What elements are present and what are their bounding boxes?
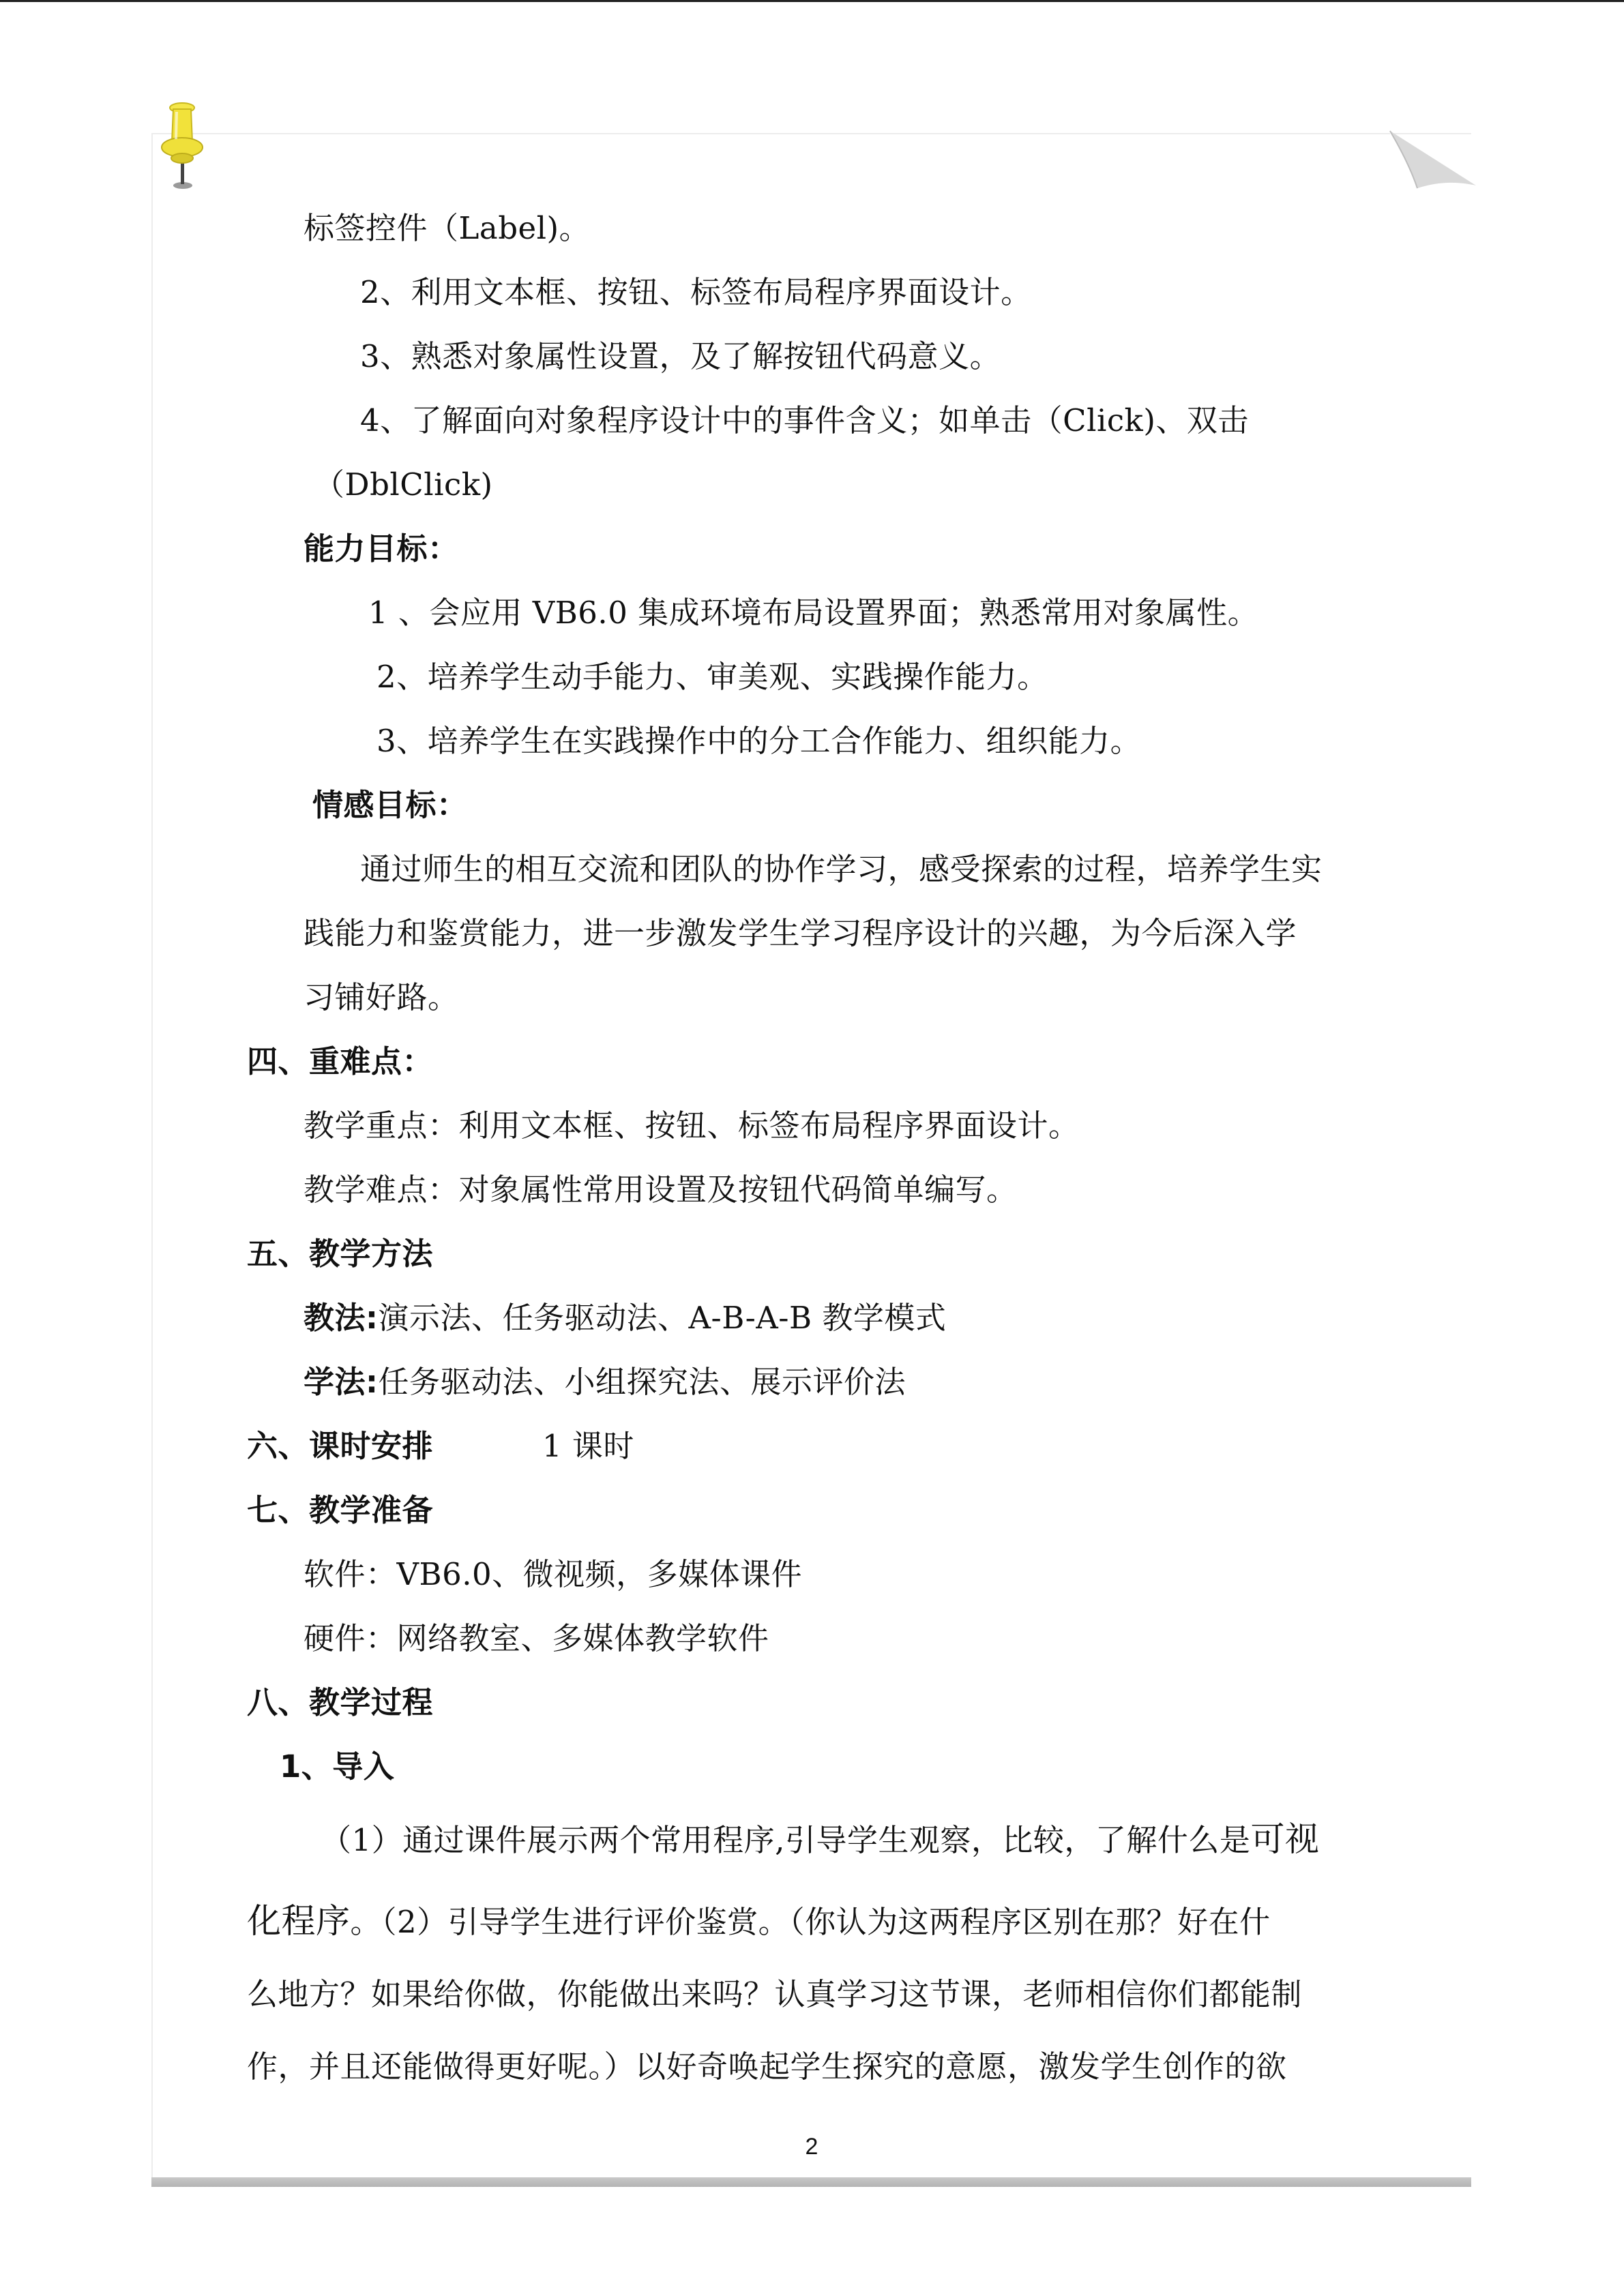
text-line: 硬件：网络教室、多媒体教学软件 — [304, 1620, 769, 1656]
text-line: 作，并且还能做得更好呢。）以好奇唤起学生探究的意愿，激发学生创作的欲 — [247, 2048, 1287, 2085]
text-line: 2、利用文本框、按钮、标签布局程序界面设计。 — [360, 274, 1032, 310]
page-bottom-shadow — [151, 2177, 1471, 2187]
schedule-value: 1 课时 — [542, 1428, 634, 1464]
text-line: 3、熟悉对象属性设置，及了解按钮代码意义。 — [360, 338, 1001, 374]
text-line — [321, 1819, 1319, 1861]
section-heading-emotion: 情感目标： — [312, 787, 468, 823]
text-segment: 可视 — [1250, 1819, 1320, 1859]
text-line: 2、培养学生动手能力、审美观、实践操作能力。 — [377, 659, 1048, 695]
text-line — [247, 1900, 1271, 1943]
text-segment: 化程序 — [247, 1901, 351, 1941]
section-heading-schedule: 六、课时安排 — [247, 1428, 434, 1464]
text-line: 4、了解面向对象程序设计中的事件含义；如单击（Click)、双击 — [360, 402, 1249, 438]
section-heading-process: 八、教学过程 — [247, 1684, 434, 1720]
page-number: 2 — [805, 2134, 818, 2160]
page-curl-icon — [1389, 130, 1477, 191]
text-segment: 。（2）引导学生进行评价鉴赏。（你认为这两程序区别在那？好在什 — [350, 1904, 1271, 1940]
text-line: 践能力和鉴赏能力，进一步激发学生学习程序设计的兴趣，为今后深入学 — [304, 915, 1297, 951]
subsection-heading-intro: 1、导入 — [280, 1748, 395, 1785]
section-heading-preparation: 七、教学准备 — [247, 1492, 434, 1528]
text-line — [304, 1298, 946, 1339]
text-line: 3、培养学生在实践操作中的分工合作能力、组织能力。 — [377, 723, 1142, 759]
method-text: 演示法、任务驱动法、A-B-A-B 教学模式 — [378, 1300, 947, 1336]
text-line: 么地方？如果给你做，你能做出来吗？认真学习这节课，老师相信你们都能制 — [247, 1976, 1303, 2012]
text-line: 1 、会应用 VB6.0 集成环境布局设置界面；熟悉常用对象属性。 — [368, 595, 1259, 631]
text-line: （DblClick) — [314, 466, 493, 503]
section-heading-key-points: 四、重难点： — [247, 1043, 434, 1079]
method-label: 教法: — [304, 1300, 379, 1336]
text-line: 教学重点：利用文本框、按钮、标签布局程序界面设计。 — [304, 1107, 1080, 1144]
text-line — [304, 1362, 906, 1403]
top-border — [0, 0, 1624, 2]
text-segment: （1）通过课件展示两个常用程序,引导学生观察，比较，了解什么是 — [321, 1822, 1251, 1858]
text-line: 软件：VB6.0、微视频，多媒体课件 — [304, 1556, 803, 1592]
text-line: 习铺好路。 — [304, 979, 459, 1015]
text-line: 标签控件（Label)。 — [304, 210, 591, 246]
section-heading-methods: 五、教学方法 — [247, 1236, 434, 1272]
pushpin-icon — [158, 102, 206, 191]
learning-text: 任务驱动法、小组探究法、展示评价法 — [378, 1364, 906, 1400]
text-line: 通过师生的相互交流和团队的协作学习，感受探索的过程，培养学生实 — [360, 851, 1323, 887]
text-line: 教学难点：对象属性常用设置及按钮代码简单编写。 — [304, 1172, 1018, 1208]
learning-label: 学法: — [304, 1364, 379, 1400]
section-heading-ability: 能力目标： — [304, 531, 459, 567]
